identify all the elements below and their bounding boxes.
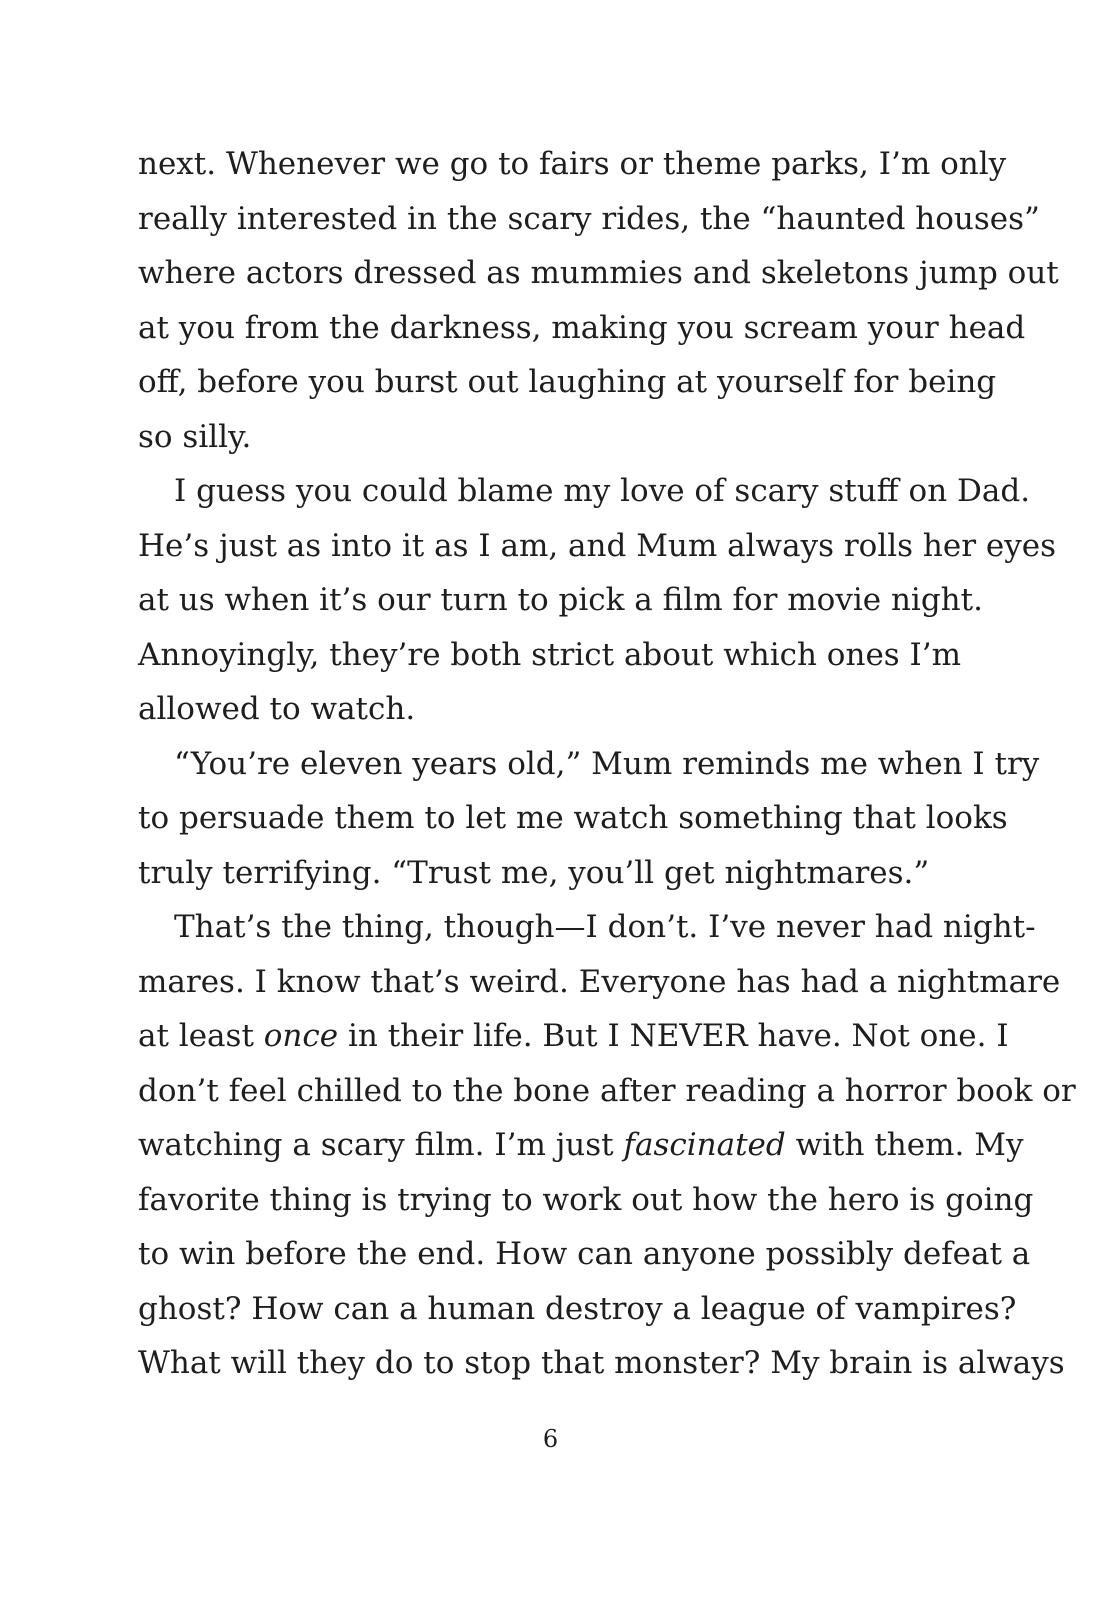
text-line: “You’re eleven years old,” Mum reminds me when I try — [174, 745, 1040, 782]
emphasis-text: fascinated — [623, 1127, 786, 1163]
text-line: at you from the darkness, making you scream your head — [138, 309, 1026, 346]
text-line: What will they do to stop that monster? My brain is always — [138, 1345, 1065, 1381]
text-line: where actors dressed as mummies and skeletons jump out — [138, 255, 1059, 291]
text-line: He’s just as into it as I am, and Mum always rolls her eyes — [138, 527, 1057, 564]
page-number: 6 — [542, 1425, 559, 1453]
text-line: off, before you burst out laughing at yourself for being — [138, 364, 997, 400]
emphasis-text: once — [263, 1018, 339, 1054]
text-line: at us when it’s our turn to pick a film for movie night. — [138, 582, 983, 618]
text-line: allowed to watch. — [138, 691, 416, 727]
text-line: That’s the thing, though—I don’t. I’ve never had night- — [174, 909, 1036, 945]
text-line: Annoyingly, they’re both strict about which ones I’m — [138, 636, 962, 673]
text-line: to persuade them to let me watch something that looks — [138, 800, 1008, 836]
text-line: favorite thing is trying to work out how the hero is going — [138, 1181, 1034, 1218]
text-line: I guess you could blame my love of scary stuff on Dad. — [174, 473, 1031, 509]
text-line: at least once in their life. But I NEVER have. Not one. I — [138, 1018, 1009, 1054]
text-line: really interested in the scary rides, the “haunted houses” — [138, 200, 1040, 237]
text-line: truly terrifying. “Trust me, you’ll get nightmares.” — [138, 854, 930, 891]
text-line: watching a scary film. I’m just fascinated with them. My — [138, 1127, 1024, 1163]
text-line: ghost? How can a human destroy a league of vampires? — [138, 1290, 1017, 1327]
text-line: mares. I know that’s weird. Everyone has had a nightmare — [138, 963, 1061, 1000]
body-text — [138, 137, 1076, 1391]
text-line: don’t feel chilled to the bone after reading a horror book or — [138, 1072, 1076, 1109]
text-line: so silly. — [138, 418, 252, 455]
text-line: next. Whenever we go to fairs or theme parks, I’m only — [138, 146, 1007, 182]
text-line: to win before the end. How can anyone possibly defeat a — [138, 1236, 1031, 1272]
